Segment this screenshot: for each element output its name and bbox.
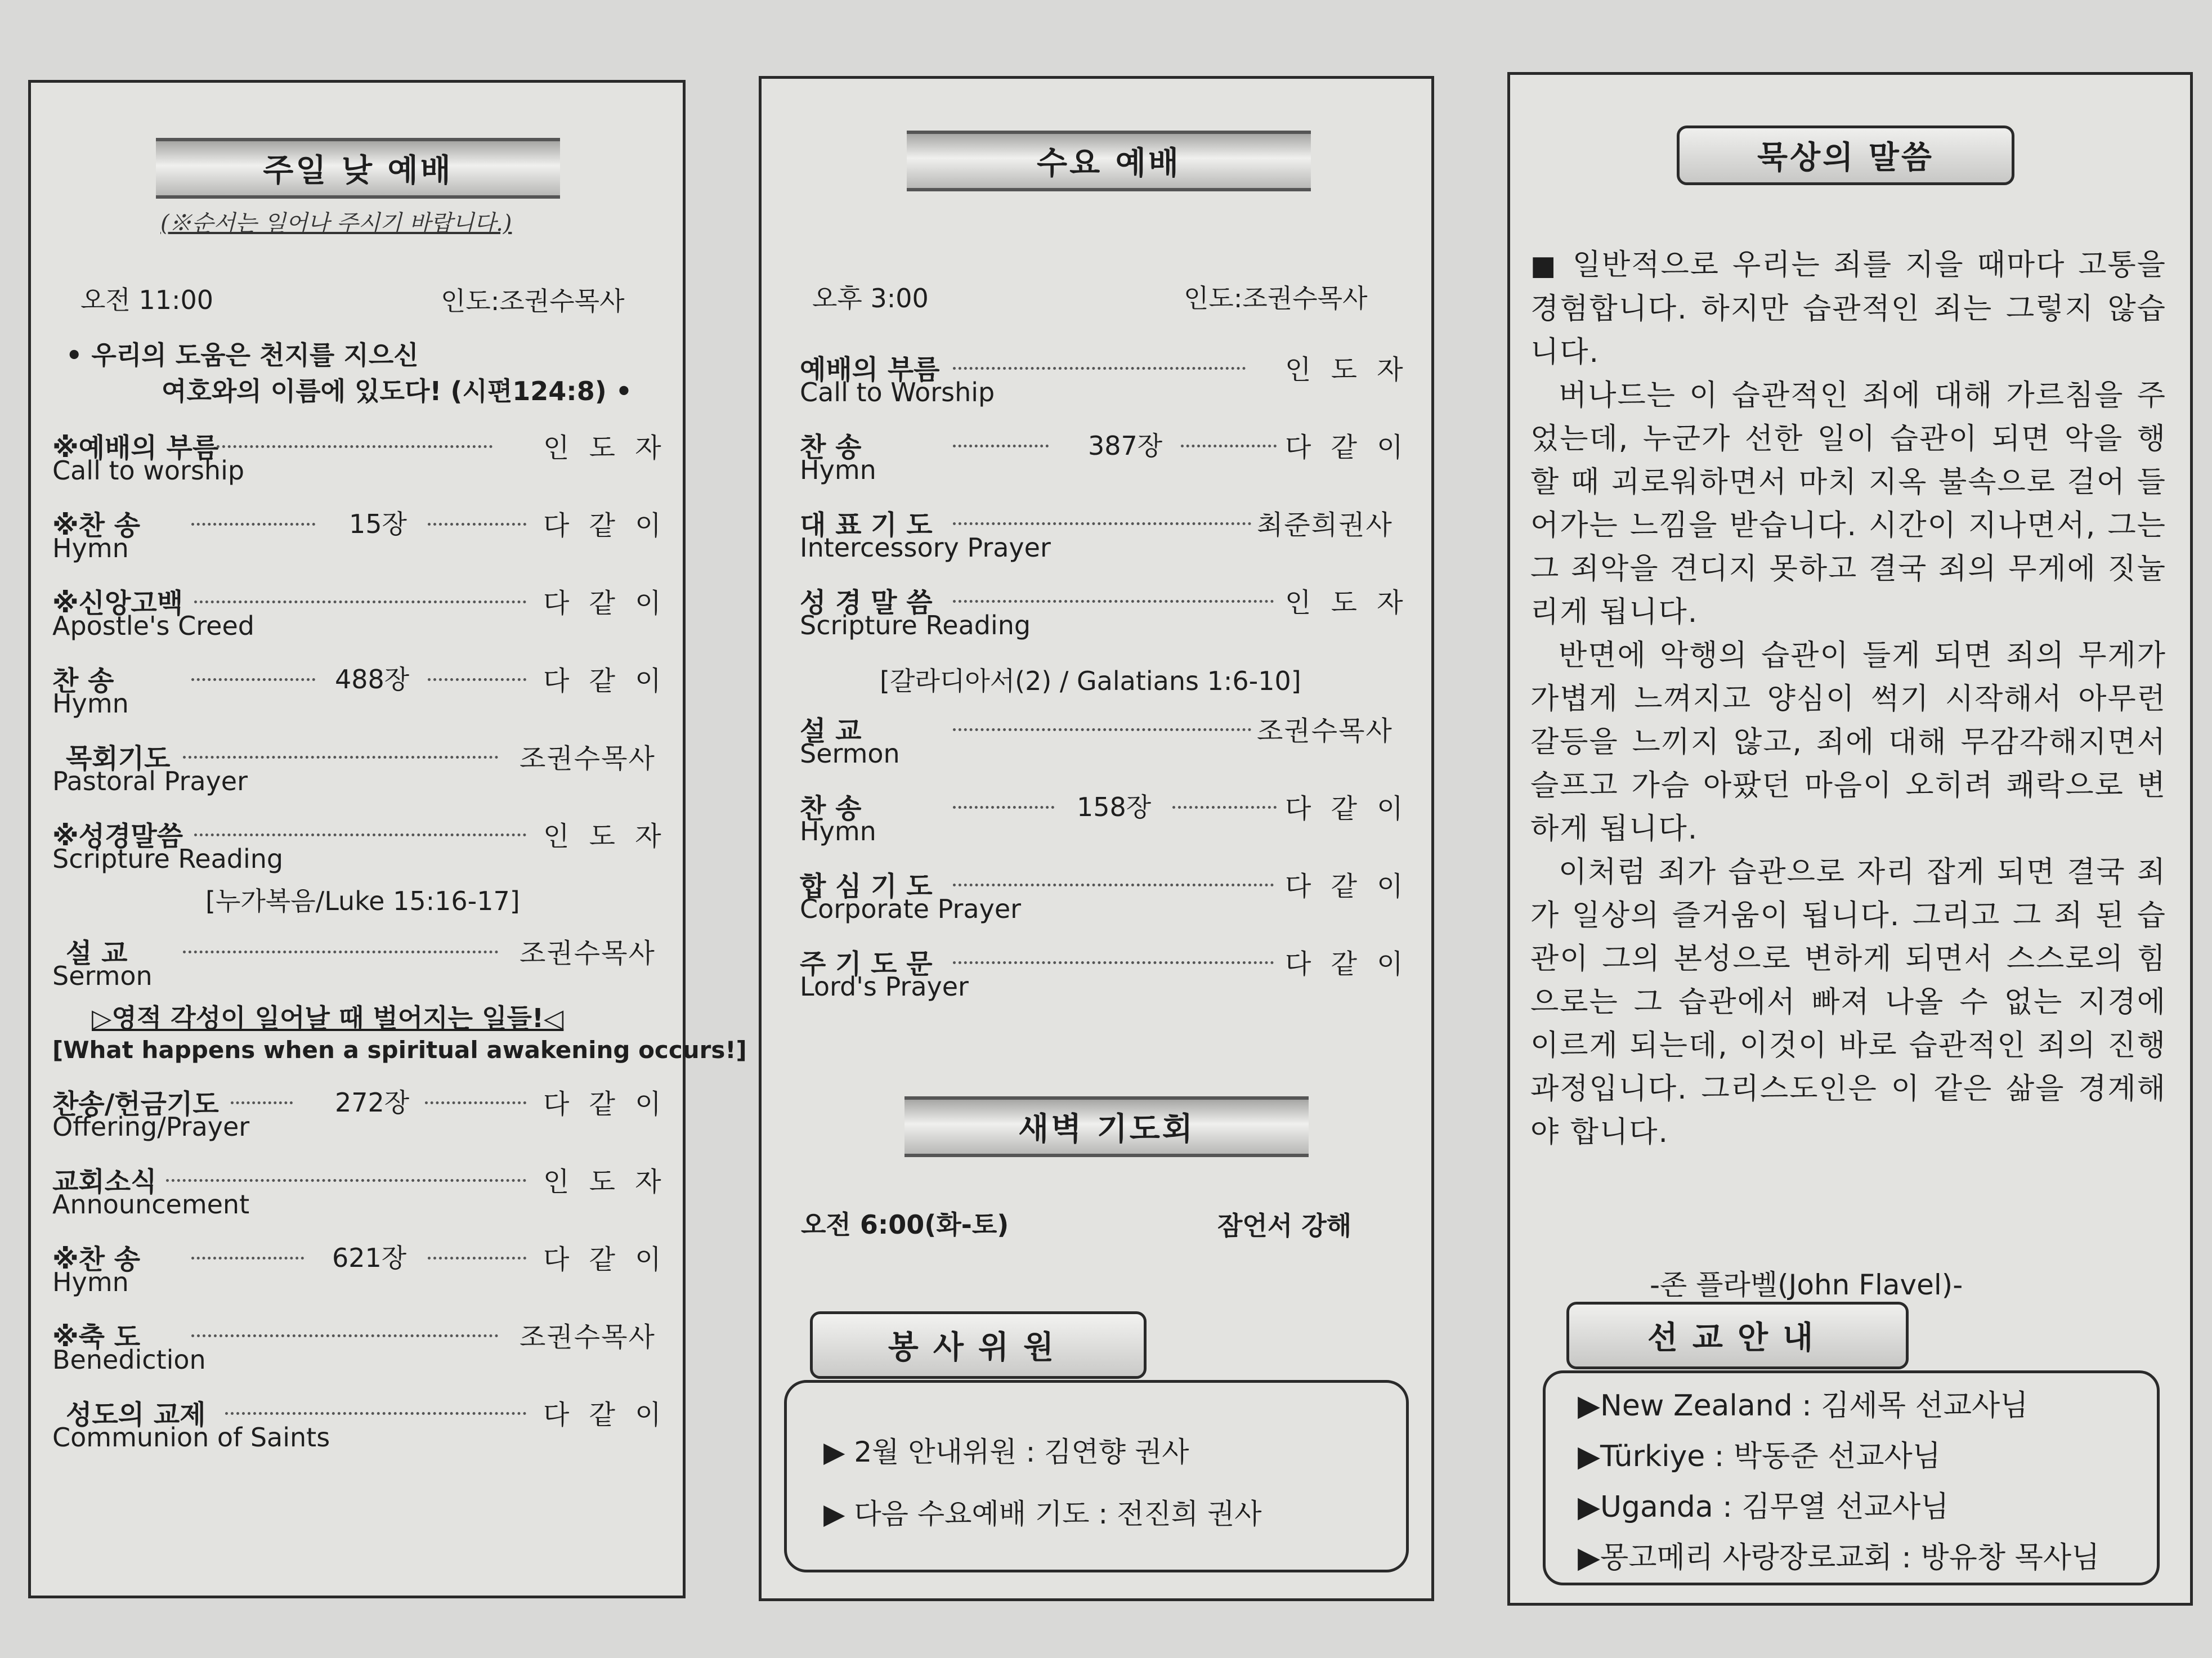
meditation-title: 묵상의 말씀 bbox=[1677, 126, 2014, 185]
sunday-sermon: 설 교 조권수목사 Sermon bbox=[52, 938, 656, 991]
sunday-item: ※신앙고백 다 같 이 Apostle's Creed bbox=[52, 588, 667, 641]
mission-item: ▶Uganda : 김무열 선교사님 bbox=[1578, 1490, 1949, 1524]
service-line-2: ▶ 다음 수요예배 기도 : 전진희 권사 bbox=[823, 1498, 1262, 1530]
sunday-verse-2: 여호와의 이름에 있도다! (시편124:8) • bbox=[162, 376, 633, 406]
meditation-text: ■ 일반적으로 우리는 죄를 지을 때마다 고통을 경험합니다. 하지만 습관적인 죄는 그렇지 않습니다. 버나드는 이 습관적인 죄에 대해 가르침을 주었는데, 누군가 선한 일이 습관이 되면 악을 행할 때 괴로워하면서 마치 지옥 불속으로 걸어 들어가는 느낌을 받습니다. 시간이 지나면서, 그는 그 죄악을 견디지 못하고 결국 죄의 무게에 짓눌리게 됩니다. 반면에 악행의 습관이 들게 되면 죄의 무게가 가볍게 느껴지고 양심이 썩기 시작해서 아무런 갈등을 느끼지 않고, 죄에 대해 무감각해지면서 슬프고 가슴 아팠던 마음이 오히려 쾌락으로 변하게 됩니다. 이처럼 죄가 습관으로 자리 잡게 되면 결국 죄가 일상의 즐거움이 됩니다. 그리고 그 죄 된 습관이 그의 본성으로 변하게 되면서 스스로의 힘으로는 그 습관에서 빠져 나올 수 없는 지경에 이르게 되는데, 이것이 바로 습관적인 죄의 진행 과정입니다. 그리스도인은 이 같은 삶을 경계해야 합니다. bbox=[1530, 248, 2166, 1149]
service-line-1: ▶ 2월 안내위원 : 김연향 권사 bbox=[823, 1436, 1189, 1468]
sunday-title: 주일 낮 예배 bbox=[156, 138, 560, 199]
sermon-title-en: [What happens when a spiritual awakening occurs!] bbox=[52, 1036, 747, 1064]
sunday-scripture: [누가복음/Luke 15:16-17] bbox=[205, 886, 520, 916]
wednesday-item: 합 심 기 도 다 같 이 Corporate Prayer bbox=[800, 871, 1409, 924]
dawn-topic: 잠언서 강해 bbox=[1217, 1211, 1352, 1241]
sunday-item: 찬 송 488장 다 같 이 Hymn bbox=[52, 664, 667, 719]
sunday-time: 오전 11:00 bbox=[80, 285, 214, 315]
wednesday-panel bbox=[759, 76, 1434, 1601]
sunday-item: ※성경말씀 인 도 자 Scripture Reading bbox=[52, 821, 667, 874]
wednesday-title: 수요 예배 bbox=[907, 131, 1311, 191]
meditation-panel bbox=[1507, 72, 2193, 1606]
mission-item: ▶몽고메리 사랑장로교회 : 방유창 목사님 bbox=[1578, 1541, 2100, 1575]
sermon-title: ▷영적 각성이 일어날 때 벌어지는 일들!◁ bbox=[92, 1003, 564, 1033]
sunday-item: 찬송/헌금기도 272장 다 같 이 Offering/Prayer bbox=[52, 1087, 667, 1142]
wednesday-item: 찬 송 158장 다 같 이 Hymn bbox=[800, 792, 1409, 846]
wednesday-item: 성 경 말 씀 인 도 자 Scripture Reading bbox=[800, 587, 1409, 640]
sunday-item: 성도의 교제 다 같 이 Communion of Saints bbox=[52, 1399, 667, 1453]
sunday-item: ※예배의 부름 인 도 자 Call to worship bbox=[52, 432, 667, 486]
sunday-verse-1: • 우리의 도움은 천지를 지으신 bbox=[66, 340, 419, 370]
square-bullet-icon: ■ bbox=[1530, 250, 1560, 281]
mission-item: ▶Türkiye : 박동준 선교사님 bbox=[1578, 1440, 1941, 1473]
mission-item: ▶New Zealand : 김세목 선교사님 bbox=[1578, 1389, 2029, 1423]
wednesday-scripture: [갈라디아서(2) / Galatians 1:6-10] bbox=[880, 666, 1301, 696]
sunday-item: ※찬 송 15장 다 같 이 Hymn bbox=[52, 509, 667, 563]
wednesday-item: 주 기 도 문 다 같 이 Lord's Prayer bbox=[800, 948, 1409, 1002]
sunday-item: ※찬 송 621장 다 같 이 Hymn bbox=[52, 1243, 667, 1297]
dawn-title: 새벽 기도회 bbox=[904, 1096, 1309, 1157]
dawn-time: 오전 6:00(화-토) bbox=[801, 1209, 1009, 1240]
service-title: 봉사위원 bbox=[810, 1311, 1147, 1379]
wednesday-item: 찬 송 387장 다 같 이 Hymn bbox=[800, 431, 1409, 485]
wednesday-item: 예배의 부름 인 도 자 Call to Worship bbox=[800, 354, 1409, 407]
wednesday-item: 설 교 조권수목사 Sermon bbox=[800, 715, 1393, 769]
sunday-panel bbox=[28, 80, 747, 1598]
sunday-leader: 인도:조권수목사 bbox=[441, 286, 625, 316]
mission-title: 선교안내 bbox=[1566, 1302, 1909, 1369]
service-box bbox=[784, 1380, 1409, 1572]
sunday-item: ※축 도 조권수목사 Benediction bbox=[52, 1321, 656, 1375]
sunday-item: 교회소식 인 도 자 Announcement bbox=[52, 1166, 667, 1220]
sunday-item: 목회기도 조권수목사 Pastoral Prayer bbox=[52, 743, 656, 796]
sunday-note: (※순서는 일어나 주시기 바랍니다.) bbox=[160, 210, 512, 236]
meditation-author: -존 플라벨(John Flavel)- bbox=[1650, 1269, 1963, 1301]
wednesday-item: 대 표 기 도 최준희권사 Intercessory Prayer bbox=[800, 509, 1393, 563]
wednesday-leader: 인도:조권수목사 bbox=[1184, 283, 1368, 313]
wednesday-time: 오후 3:00 bbox=[812, 283, 929, 313]
